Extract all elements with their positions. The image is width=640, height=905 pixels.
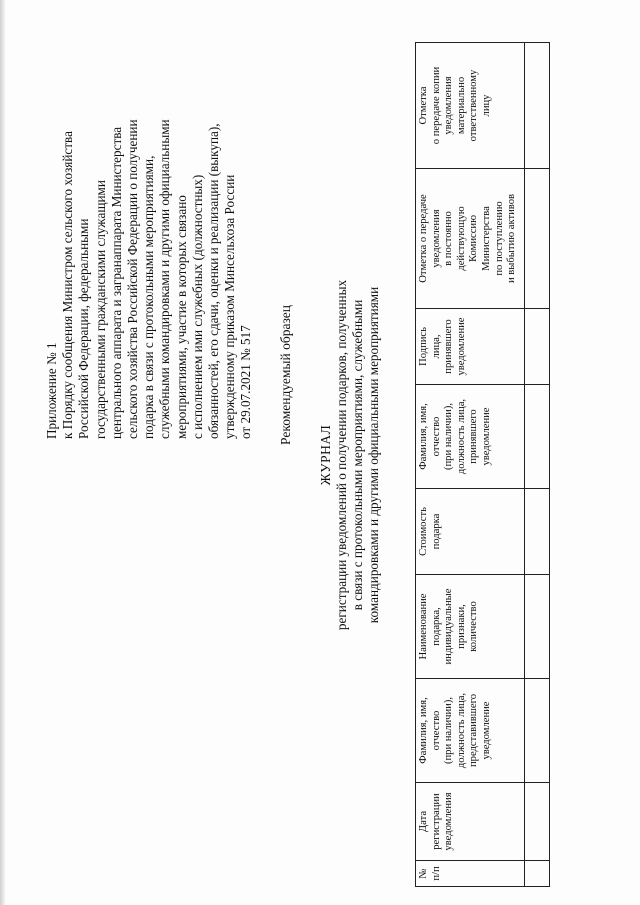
col-header-receiver: Фамилия, имя, отчество (при наличии), должность лица, принявшего уведомление — [416, 385, 525, 489]
col-header-gift-name: Наименование подарка, индивидуальные признаки, количество — [416, 575, 525, 679]
appendix-line: Российской Федерации, федеральными — [76, 218, 92, 439]
table-cell — [525, 489, 550, 575]
table-cell — [525, 783, 550, 861]
col-header-gift-cost: Стоимость подарка — [416, 489, 525, 575]
table-cell — [525, 309, 550, 385]
table-cell — [525, 861, 550, 887]
journal-subtitle — [334, 175, 382, 735]
appendix-line: Приложение № 1 — [44, 342, 59, 439]
recommended-sample-label: Рекомендуемый образец — [278, 304, 293, 445]
journal-title: ЖУРНАЛ — [318, 424, 333, 486]
col-header-registration-date: Дата регистрации уведомления — [416, 783, 525, 861]
table-cell — [525, 679, 550, 783]
appendix-line: мероприятиями, участие в которых связано — [173, 195, 189, 439]
col-header-receiver-signature: Подпись лица, принявшего уведомление — [416, 309, 525, 385]
appendix-line: с исполнением ими служебных (должностных) — [189, 174, 205, 439]
journal-subtitle-line: регистрации уведомлений о получении подарков, полученных — [334, 279, 349, 631]
appendix-line: центрального аппарата и загранаппарата Министерства — [108, 126, 124, 439]
table-cell — [525, 575, 550, 679]
appendix-header — [44, 19, 255, 439]
col-header-commission-transfer: Отметка о передаче уведомления в постоянно действующую Комиссию Министерства по поступлению и выбытию активов — [416, 169, 525, 309]
table-cell — [525, 169, 550, 309]
appendix-line: от 29.07.2021 № 517 — [238, 325, 254, 439]
appendix-line: государственными гражданскими служащими — [92, 180, 108, 439]
appendix-line: утвержденному приказом Минсельхоза России — [222, 174, 238, 439]
col-header-copy-transfer: Отметка о передаче копии уведомления материально ответственному лицу — [416, 43, 525, 169]
journal-table — [415, 42, 550, 887]
appendix-line: обязанностей, его сдачи, оценки и реализации (выкупа), — [206, 123, 222, 439]
appendix-line: служебными командировками и другими официальными — [157, 119, 173, 439]
appendix-line: к Порядку сообщения Министром сельского хозяйства — [60, 131, 76, 439]
table-row — [525, 43, 550, 887]
table-header-row — [416, 43, 525, 887]
col-header-submitter: Фамилия, имя, отчество (при наличии), должность лица, представившего уведомление — [416, 679, 525, 783]
journal-subtitle-line: командировками и другими официальными мероприятиями — [366, 286, 381, 624]
journal-subtitle-line: в связи с протокольными мероприятиями, служебными — [350, 299, 365, 611]
table-cell — [525, 385, 550, 489]
col-header-number: № п/п — [416, 861, 525, 887]
appendix-line: подарка в связи с протокольными мероприятиями, — [141, 155, 157, 439]
table-cell — [525, 43, 550, 169]
appendix-line: сельского хозяйства Российской Федерации о получении — [125, 119, 141, 439]
